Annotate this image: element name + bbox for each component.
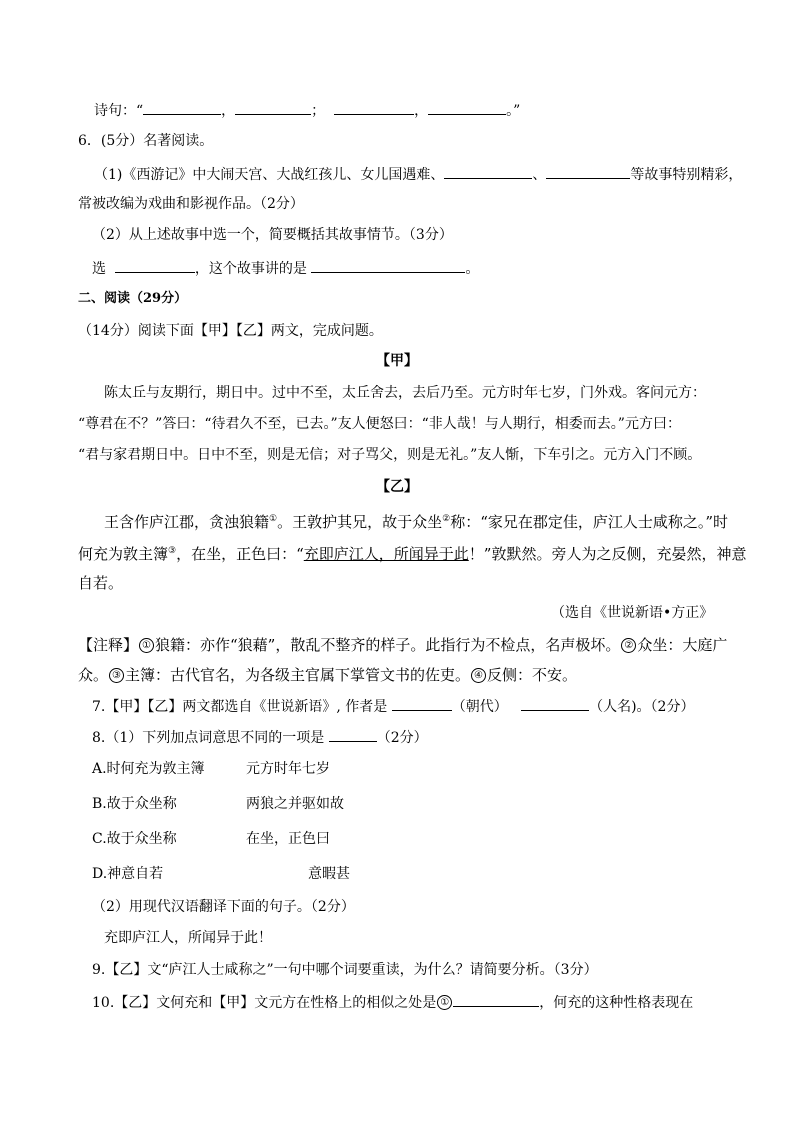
passage-text: 王含作庐江郡，贪浊狼籍: [104, 513, 270, 531]
note-number: ②: [621, 638, 636, 653]
option-c: C.故于众坐称: [92, 831, 177, 847]
q10-text: 10.【乙】文何充和【甲】文元方在性格上的相似之处是: [92, 995, 437, 1011]
answer-blank[interactable]: [115, 258, 195, 273]
q8-text: 8.（1）下列加点词意思不同的一项是: [92, 730, 325, 746]
option-a: A.时何充为敦主簿: [92, 761, 205, 777]
passage-text: 何充为敦主簿: [78, 545, 169, 563]
note-number: ③: [109, 668, 124, 683]
footnote-mark: ①: [269, 514, 278, 524]
poem-label: 诗句：“: [94, 103, 144, 119]
answer-blank[interactable]: [392, 696, 452, 711]
passage-jia-title: 【甲】: [376, 353, 418, 369]
note-text: 众坐：大庭广: [637, 636, 728, 654]
passage-text: 称：“家兄在郡定佳，庐江人士咸称之。”时: [450, 513, 729, 531]
q6-title: 6．(5分）名著阅读。: [78, 133, 214, 149]
underlined-sentence: 充即庐江人，所闻异于此: [303, 545, 469, 563]
section-title: 二、阅读（29分）: [78, 291, 188, 306]
q9: 9.【乙】文“庐江人士咸称之”一句中哪个词要重读，为什么？请简要分析。（3分）: [92, 962, 598, 978]
answer-blank[interactable]: [329, 727, 377, 742]
passage-text: ！”敦默然。旁人为之反侧，充晏然，神意: [468, 545, 747, 563]
option-a-compare: 元方时年七岁: [246, 761, 330, 777]
q10-text: ，何充的这种性格表现在: [539, 995, 694, 1011]
q8-text: （2分）: [376, 730, 428, 746]
note-number: ④: [471, 668, 486, 683]
note-number: ①: [437, 995, 452, 1010]
q8-sentence: 充即庐江人，所闻异于此！: [104, 930, 272, 946]
reading-intro: （14分）阅读下面【甲】【乙】两文，完成问题。: [78, 323, 383, 339]
footnote-mark: ②: [442, 514, 451, 524]
passage-text: 。王敦护其兄，故于众坐: [277, 513, 443, 531]
passage-yi-title: 【乙】: [376, 479, 418, 495]
punct: ，: [221, 103, 236, 119]
q6-part3: [92, 258, 479, 278]
passage-jia-line: “君与家君期日中。日中不至，则是无信；对子骂父，则是无礼。”友人惭，下车引之。元方入门不顾。: [78, 447, 702, 463]
answer-blank[interactable]: [453, 992, 539, 1007]
q7-text: 7.【甲】【乙】两文都选自《世说新语》, 作者是: [92, 699, 388, 715]
punct: ，: [414, 103, 429, 119]
q7: [92, 696, 694, 716]
q10: [92, 992, 693, 1012]
answer-blank[interactable]: [334, 100, 414, 115]
passage-yi-line: [104, 510, 728, 531]
option-c-compare: 在坐，正色曰: [246, 831, 330, 847]
punct: 。”: [506, 103, 521, 119]
note-text: 主簿：古代官名，为各级主官属下掌管文书的佐吏。: [125, 666, 471, 684]
answer-blank[interactable]: [444, 164, 532, 179]
q6-part1-tail: 等故事特别精彩，: [630, 167, 743, 183]
note-number: ①: [139, 638, 154, 653]
q7-text: （朝代）: [451, 699, 508, 715]
q5-poem-line: [94, 100, 520, 120]
passage-yi-line: 自若。: [78, 574, 124, 592]
note-text: 众。: [78, 666, 109, 684]
answer-blank[interactable]: [311, 258, 465, 273]
answer-blank[interactable]: [143, 100, 221, 115]
notes-label: 【注释】: [78, 636, 139, 654]
passage-jia-line: 陈太丘与友期行，期日中。过中不至，太丘舍去，去后乃至。元方时年七岁，门外戏。客问元方：: [104, 385, 706, 401]
q6-select-label: 选: [92, 261, 106, 277]
answer-blank[interactable]: [521, 696, 589, 711]
passage-text: ，在坐，正色曰：“: [176, 545, 304, 563]
passage-jia-line: “尊君在不？”答曰：“待君久不至，已去。”友人便怒曰：“非人哉！与人期行，相委而去。”元方曰：: [78, 416, 681, 432]
q8-part1: [92, 727, 428, 747]
q6-part2: （2）从上述故事中选一个，简要概括其故事情节。（3分）: [92, 227, 453, 243]
answer-blank[interactable]: [235, 100, 311, 115]
punct: 。: [465, 261, 480, 277]
q7-text: （人名)。（2分）: [589, 699, 695, 715]
option-b-compare: 两狼之并驱如故: [246, 796, 344, 812]
q6-part1: [94, 164, 742, 184]
q6-part1-cont: 常被改编为戏曲和影视作品。（2分）: [78, 196, 304, 212]
option-d-compare: 意暇甚: [308, 866, 350, 882]
q8-part2: （2）用现代汉语翻译下面的句子。（2分）: [92, 899, 355, 915]
notes-line: [78, 666, 577, 684]
footnote-mark: ③: [168, 546, 177, 556]
answer-blank[interactable]: [428, 100, 506, 115]
note-text: 狼籍：亦作“狼藉”，散乱不整齐的样子。此指行为不检点，名声极坏。: [155, 636, 621, 654]
passage-yi-line: [78, 542, 746, 563]
option-b: B.故于众坐称: [92, 796, 177, 812]
punct: 、: [532, 167, 547, 183]
note-text: 反侧：不安。: [487, 666, 578, 684]
notes-line: [78, 636, 727, 654]
answer-blank[interactable]: [546, 164, 630, 179]
option-d: D.神意自若: [92, 866, 164, 882]
q6-story-label: ，这个故事讲的是: [194, 261, 307, 277]
q6-part1-text: （1)《西游记》中大闹天宫、大战红孩儿、女儿国遇难、: [94, 167, 445, 183]
passage-source: （选自《世说新语•方正》: [551, 605, 714, 621]
punct: ；: [311, 103, 326, 119]
